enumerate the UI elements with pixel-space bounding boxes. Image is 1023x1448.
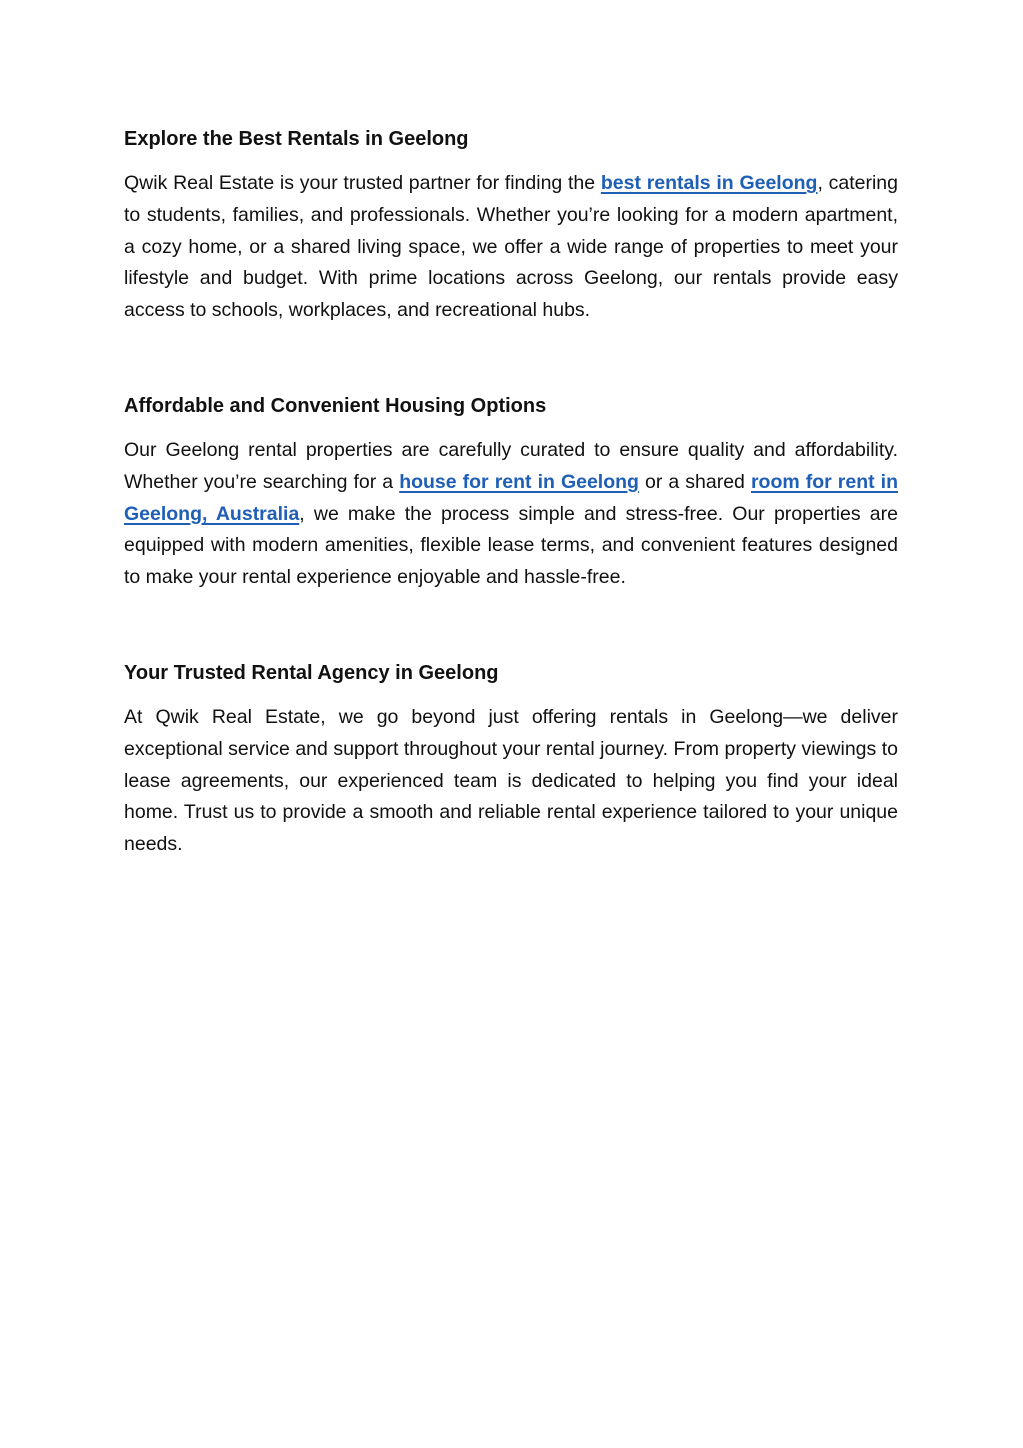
paragraph-text: Our Geelong rental properties are carefully curated to ensure quality and affordability. Whether you’re searching for a: [124, 438, 898, 493]
paragraph-text: Qwik Real Estate is your trusted partner for finding the: [124, 172, 601, 194]
house-for-rent-link[interactable]: house for rent in Geelong: [399, 470, 639, 493]
section-heading: Affordable and Convenient Housing Options: [124, 394, 547, 417]
section-paragraph: [124, 435, 898, 594]
section-best-rentals: [124, 124, 898, 327]
section-heading: Your Trusted Rental Agency in Geelong: [124, 661, 499, 684]
paragraph-text: , catering to students, families, and professionals. Whether you’re looking for a modern apartment, a cozy home, or a shared living space, we offer a wide range of properties to meet your lifestyle and budget. With prime locations across Geelong, our rentals provide easy access to schools, workplaces, and recreational hubs.: [124, 172, 898, 322]
section-paragraph: [124, 168, 898, 327]
best-rentals-link[interactable]: best rentals in Geelong: [600, 172, 818, 194]
section-paragraph: At Qwik Real Estate, we go beyond just offering rentals in Geelong—we deliver exceptional service and support throughout your rental journey. From property viewings to lease agreements, our experienced team is dedicated to helping you find your ideal home. Trust us to provide a smooth and reliable rental experience tailored to your unique needs.: [124, 705, 898, 856]
room-for-rent-link[interactable]: room for rent in Geelong, Australia: [124, 470, 898, 525]
document-page: [124, 124, 898, 925]
section-affordable-housing: [124, 391, 898, 594]
section-heading: Explore the Best Rentals in Geelong: [124, 128, 469, 150]
section-trusted-agency: [124, 658, 898, 861]
paragraph-text: , we make the process simple and stress-free. Our properties are equipped with modern amenities, flexible lease terms, and convenient features designed to make your rental experience enjoyable and hassle-free.: [124, 502, 898, 589]
paragraph-text: or a shared: [638, 470, 751, 493]
